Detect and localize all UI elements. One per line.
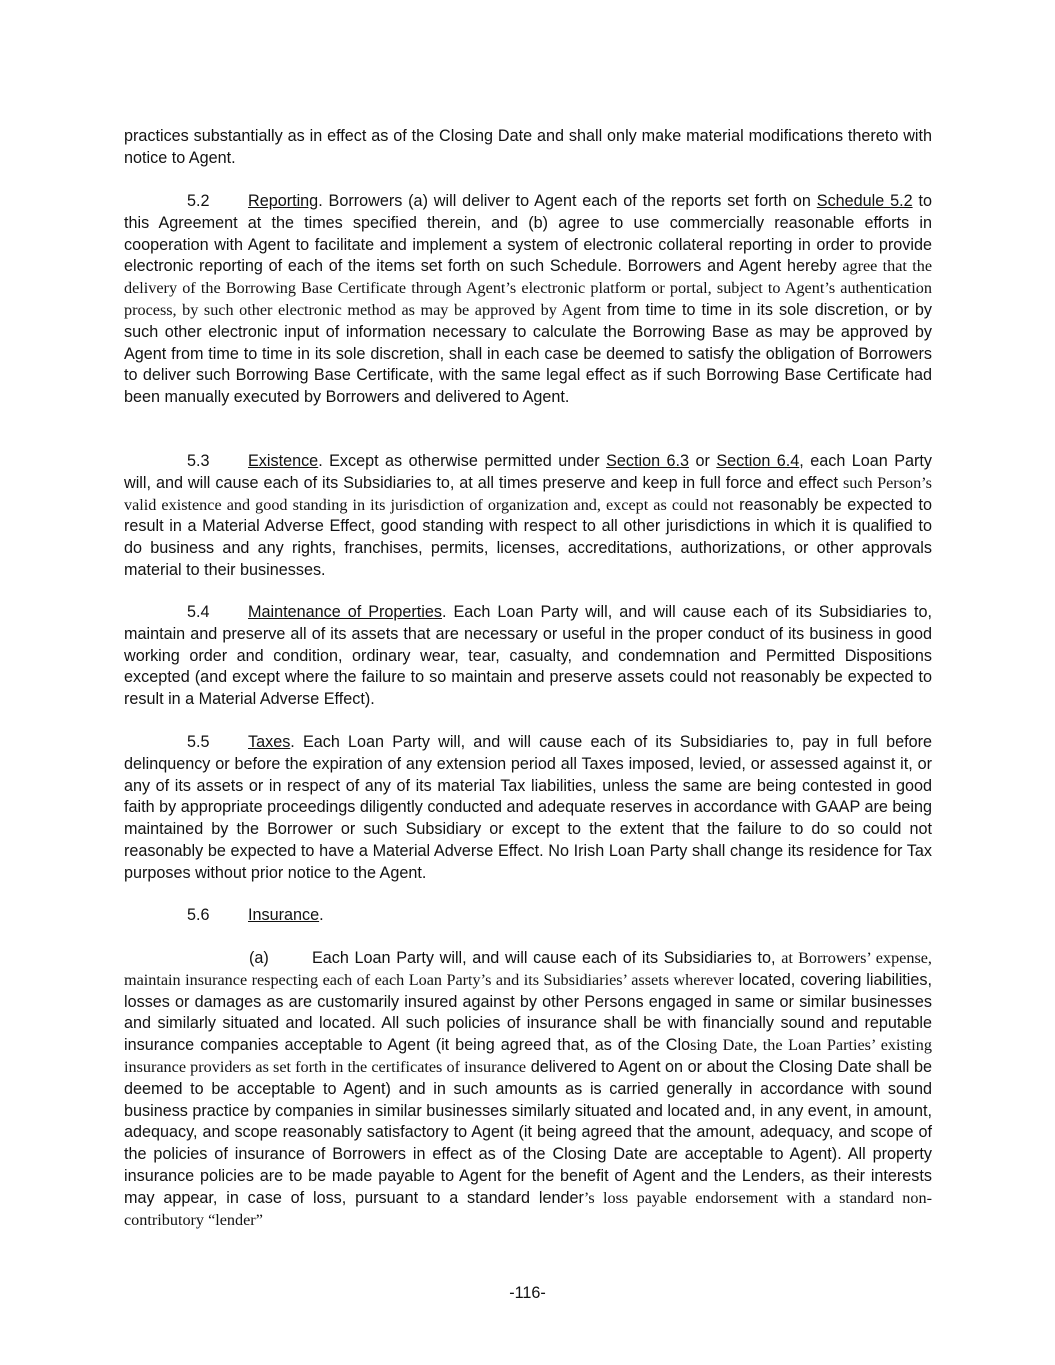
section-5-4: 5.4 Maintenance of Properties. Each Loan Party will, and will cause each of its Subsidiaries to, maintain and preserve all of its assets that are necessary or useful in the proper conduct of its business in good working order and condition, ordinary wear, tear, casualty, and condemnation and Permitted Dispositions excepted (and except where the failure to so maintain and preserve assets could not reasonably be expected to result in a Material Adverse Effect). [124,603,932,709]
continuation-paragraph: practices substantially as in effect as of the Closing Date and shall only make material modifications thereto with notice to Agent. [124,127,932,167]
page-number: -116- [509,1284,546,1302]
schedule-reference: Schedule 5.2 [816,192,913,210]
section-5-6-a: (a) Each Loan Party will, and will cause each of its Subsidiaries to, at Borrowers’ expense, maintain insurance respecting each of each Loan Party’s and its Subsidiaries’ assets wherever located, covering liabilities, losses or damages as are customarily insured against by other Persons engaged in same or similar businesses and similarly situated and located. All such policies of insurance shall be with financially sound and reputable insurance companies acceptable to Agent (it being agreed that, as of the Closing Date, the Loan Parties’ existing insurance providers as set forth in the certificates of insurance delivered to Agent on or about the Closing Date shall be deemed to be acceptable to Agent) and in such amounts as is carried generally in accordance with sound business practice by companies in similar businesses similarly situated and located and, in any event, in amount, adequacy, and scope reasonably satisfactory to Agent (it being agreed that the amount, adequacy, and scope of the policies of insurance of Borrowers in effect as of the Closing Date are acceptable to Agent). All property insurance policies are to be made payable to Agent for the benefit of Agent and the Lenders, as their interests may appear, in case of loss, pursuant to a standard lender’s loss payable endorsement with a standard non-contributory “lender” [124,949,932,1229]
section-reference: Section 6.3 [606,452,690,470]
section-number: 5.5 [187,733,210,751]
section-5-5: 5.5 Taxes. Each Loan Party will, and will cause each of its Subsidiaries to, pay in full before delinquency or before the expiration of any extension period all Taxes imposed, levied, or assessed against it, or any of its assets or in respect of any of its material Tax liabilities, unless the same are being contested in good faith by appropriate proceedings diligently conducted and adequate reserves in accordance with GAAP are being maintained by the Borrower or such Subsidiary or except to the extent that the failure to do so could not reasonably be expected to have a Material Adverse Effect. No Irish Loan Party shall change its residence for Tax purposes without prior notice to the Agent. [124,733,932,882]
subsection-label: (a) [249,949,269,967]
section-5-3: 5.3 Existence. Except as otherwise permitted under Section 6.3 or Section 6.4, each Loan Party will, and will cause each of its Subsidiaries to, at all times preserve and keep in full force and effect such Person’s valid existence and good standing in its jurisdiction of organization and, except as could not reasonably be expected to result in a Material Adverse Effect, good standing with respect to all other jurisdictions in which it is qualified to do business and any rights, franchises, permits, licenses, accreditations, authorizations, or other approvals material to their businesses. [124,452,933,579]
section-5-2: 5.2 Reporting. Borrowers (a) will deliver to Agent each of the reports set forth on Schedule 5.2 to this Agreement at the times specified therein, and (b) agree to use commercially reasonable efforts in cooperation with Agent to facilitate and implement a system of electronic collateral reporting in order to provide electronic reporting of each of the items set forth on such Schedule. Borrowers and Agent hereby agree that the delivery of the Borrowing Base Certificate through Agent’s electronic platform or portal, subject to Agent’s authentication process, by such other electronic method as may be approved by Agent from time to time in its sole discretion, or by such other electronic input of information necessary to calculate the Borrowing Base as may be approved by Agent from time to time in its sole discretion, shall in each case be deemed to satisfy the obligation of Borrowers to deliver such Borrowing Base Certificate, with the same legal effect as if such Borrowing Base Certificate had been manually executed by Borrowers and delivered to Agent. [124,192,932,407]
section-number: 5.2 [187,192,210,210]
section-number: 5.4 [187,603,210,621]
section-title: Taxes [248,733,291,751]
section-title: Existence [248,452,319,470]
section-number: 5.6 [187,906,210,924]
section-title: Maintenance of Properties [248,603,442,621]
section-number: 5.3 [187,452,210,470]
section-5-6: 5.6 Insurance. [124,905,932,927]
section-reference: Section 6.4 [716,452,800,470]
section-title: Insurance [248,906,320,924]
section-title: Reporting [248,192,319,210]
